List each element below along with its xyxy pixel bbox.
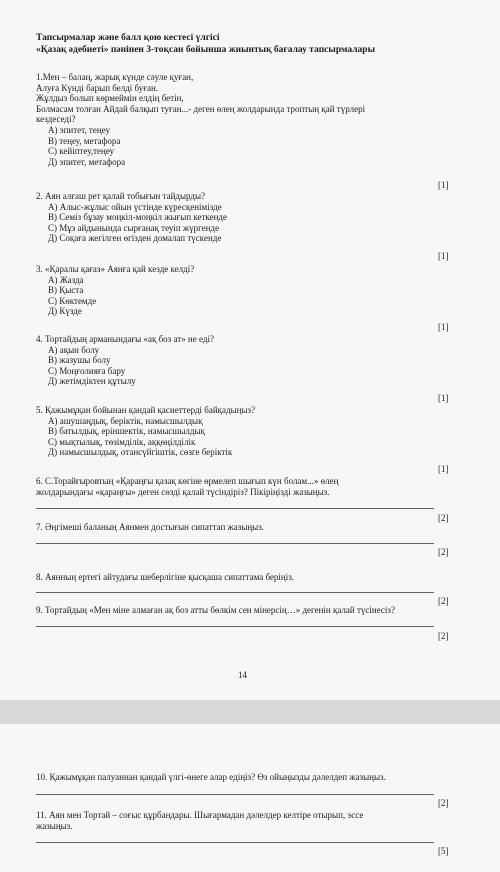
question-text: 1.Мен – балаң, жарық күнде сәуле қуған, (36, 72, 194, 82)
option-c: С) Моңғолияға бару (48, 365, 126, 376)
question-text: Жұлдыз болып көрмеймін елдің бетін, (36, 93, 184, 104)
question-5 (36, 405, 255, 458)
option-d: Д) жетімдіктен құтылу (48, 376, 136, 387)
question-4 (36, 334, 214, 387)
question-text: 9. Тортайдың «Мен міне алмаған ақ боз атты бөлкім сен мінерсің…» дегенін қалай түсінесіз? (36, 605, 395, 615)
question-text: 11. Аян мен Тортай – соғыс құрбандары. Шығармадан дәлелдер келтіре отырып, эссе (36, 810, 364, 820)
question-text: 6. С.Торайғыровтың «Қараңғы қазақ көгіне өрмелеп шығып күн болам...» өлең (36, 476, 339, 486)
score-q2: [1] (438, 251, 449, 261)
score-q5: [1] (438, 464, 449, 474)
option-a: А) эпитет, теңеу (48, 124, 110, 135)
score-q9: [2] (438, 631, 449, 641)
option-a: А) ашушаңдық, беріктік, намысшылдық (48, 415, 203, 426)
score-q1: [1] (438, 180, 449, 190)
option-d: Д) намысшылдық, отансүйгіштік, сөзге беріктік (48, 447, 233, 458)
answer-line-q7[interactable] (36, 543, 434, 544)
option-c: С) Мұз айдынында сырғанақ теуіп жүргенде (48, 222, 220, 233)
page-number: 14 (238, 670, 247, 680)
question-text: 8. Аянның ертегі айтудағы шеберлігіне қысқаша сипаттама беріңіз. (36, 572, 295, 582)
question-text: 2. Аян алғаш рет қалай тобығын тайдырды? (36, 191, 206, 201)
option-c: С) мықтылық, төзімділік, аққөңілділік (48, 436, 196, 447)
answer-line-q9[interactable] (36, 626, 434, 627)
question-text: Болмасам толған Айдай балқып туған...- деген өлең жолдарында троптың қай түрлері (36, 103, 366, 114)
title-line-2: «Қазақ әдебиеті» пәнінен 3-тоқсан бойынша жиынтық бағалау тапсырмалары (36, 45, 375, 55)
option-d: Д) Соқаға жегілген өгізден домалап түскенде (48, 233, 222, 244)
answer-line-q10[interactable] (36, 794, 434, 795)
page-gap (0, 700, 500, 724)
option-c: С) Көктемде (48, 295, 97, 306)
score-q3: [1] (438, 322, 449, 332)
option-a: А) Алыс-жұлыс ойын үстінде күресқеніміздe (48, 201, 222, 212)
question-text: 4. Тортайдың арманындағы «ақ боз ат» не еді? (36, 334, 214, 344)
option-a: А) ақын болу (48, 344, 100, 355)
score-q6: [2] (438, 513, 449, 523)
question-11 (36, 810, 363, 831)
question-text: 3. «Қаралы қағаз» Аянға қай кезде келді? (36, 264, 195, 274)
option-b: В) Семіз бұзау моңкіл-моңкіл жығып кеткенде (48, 212, 227, 223)
option-b: В) жазушы болу (48, 355, 111, 366)
page-15 (0, 724, 500, 872)
answer-line-q11[interactable] (36, 842, 434, 843)
question-text: 7. Әңгімеші баланың Аянмен достығын сипаттап жазыңыз. (36, 522, 265, 532)
option-d: Д) Күзде (48, 306, 82, 317)
question-8 (36, 572, 294, 583)
question-1 (36, 72, 365, 167)
question-7 (36, 522, 264, 533)
score-q11: [5] (438, 846, 449, 856)
option-b: В) теңеу, метафора (48, 135, 121, 146)
question-10 (36, 772, 386, 783)
question-text: жазыңыз. (36, 820, 73, 831)
question-text: 10. Қажымұқан палуаннан қандай үлгі-өнеге алар едіңіз? Өз ойыңызды дәлелдеп жазыңыз. (36, 772, 386, 782)
option-b: В) батылдық, еріншектік, намысшылдық (48, 426, 205, 437)
document-title (36, 32, 375, 56)
option-a: А) Жазда (48, 274, 84, 285)
question-text: Алуға Күнді барып белді буған. (36, 82, 159, 93)
question-text: жолдарындағы «қараңғы» деген сөзді қалай түсіндіріз? Пікіріңізді жазыңыз. (36, 486, 330, 497)
question-text: кездеседі? (36, 114, 76, 125)
score-q7: [2] (438, 547, 449, 557)
score-q4: [1] (438, 393, 449, 403)
question-2 (36, 191, 227, 244)
question-6 (36, 476, 338, 497)
question-3 (36, 264, 194, 317)
question-text: 5. Қажымұқан бойынан қандай қасиеттерді байқадыңыз? (36, 405, 256, 415)
answer-line-q8[interactable] (36, 592, 434, 593)
score-q8: [2] (438, 596, 449, 606)
title-line-1: Тапсырмалар және балл қою кестесі үлгісі (36, 33, 220, 43)
question-9 (36, 605, 395, 616)
answer-line-q6[interactable] (36, 508, 434, 509)
option-c: С) кейіптеу,теңеу (48, 146, 115, 157)
option-d: Д) эпитет, метафора (48, 156, 126, 167)
option-b: В) Қыста (48, 285, 84, 296)
score-q10: [2] (438, 798, 449, 808)
